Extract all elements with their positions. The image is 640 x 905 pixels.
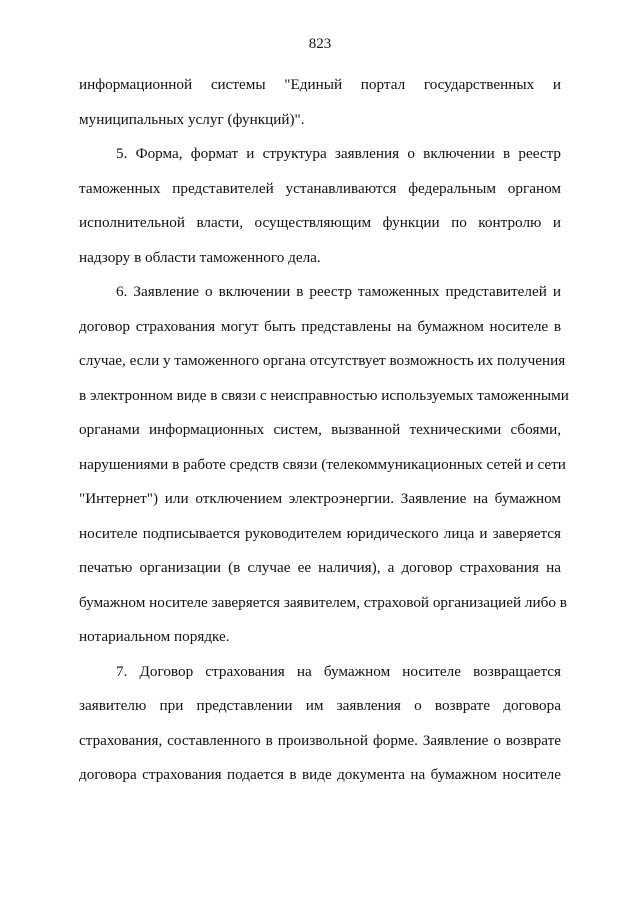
page-number: 823 [308, 36, 332, 52]
document-body [79, 68, 569, 793]
paragraph-continuation [79, 68, 561, 137]
text-line: 7. Договор страхования на бумажном носителе возвращается [116, 662, 561, 680]
text-line: в электронном виде в связи с неисправностью используемых таможенными [79, 386, 569, 404]
text-line: муниципальных услуг (функций)". [79, 110, 305, 128]
text-line: органами информационных систем, вызванной техническими сбоями, [79, 421, 561, 438]
text-line: бумажном носителе заверяется заявителем, страховой организацией либо в [79, 593, 567, 611]
text-line: "Интернет") или отключением электроэнергии. Заявление на бумажном [79, 490, 561, 507]
paragraph-7 [79, 655, 561, 793]
text-line: носителе подписывается руководителем юридического лица и заверяется [79, 524, 561, 542]
text-line: надзору в области таможенного дела. [79, 248, 321, 266]
text-line: 5. Форма, формат и структура заявления о включении в реестр [116, 145, 561, 162]
text-line: договор страхования могут быть представлены на бумажном носителе в [79, 317, 561, 335]
text-line: договора страхования подается в виде документа на бумажном носителе [79, 766, 561, 783]
text-line: случае, если у таможенного органа отсутствует возможность их получения [79, 352, 566, 369]
text-line: нарушениями в работе средств связи (телекоммуникационных сетей и сети [79, 455, 566, 473]
text-line: 6. Заявление о включении в реестр таможенных представителей и [116, 283, 561, 300]
paragraph-5 [79, 137, 561, 275]
text-line: страхования, составленного в произвольной форме. Заявление о возврате [79, 731, 561, 749]
text-line: исполнительной власти, осуществляющим функции по контролю и [79, 214, 561, 231]
paragraph-6 [79, 275, 569, 655]
text-line: нотариальном порядке. [79, 628, 230, 645]
text-line: таможенных представителей устанавливаются федеральным органом [79, 179, 561, 197]
text-line: заявителю при представлении им заявления о возврате договора [79, 697, 561, 714]
text-line: информационной системы "Единый портал государственных и [79, 76, 561, 93]
text-line: печатью организации (в случае ее наличия), а договор страхования на [79, 559, 561, 576]
